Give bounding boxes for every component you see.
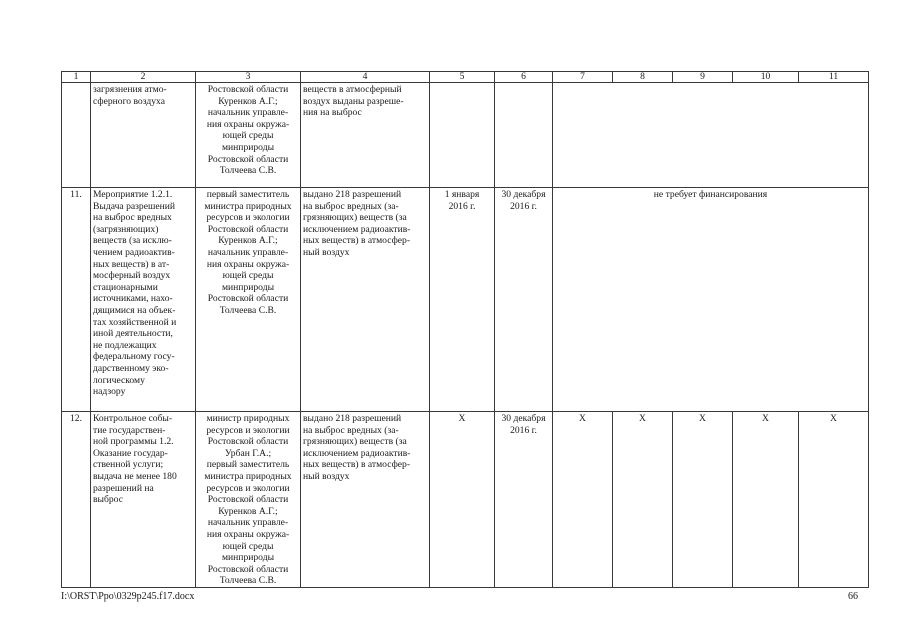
funding-cell: [553, 83, 869, 188]
column-number-row: [62, 72, 869, 83]
column-number: 5: [430, 72, 495, 83]
funding-cell: Х: [553, 412, 613, 588]
responsible-cell: Ростовской области Куренков А.Г.; начальник управле- ния охраны окружа- ющей среды минприроды Ростовской области Толчеева С.В.: [196, 83, 301, 188]
table-row-continued: [62, 83, 869, 188]
funding-cell: Х: [799, 412, 869, 588]
measure-name-cell: загрязнения атмо- сферного воздуха: [91, 83, 196, 188]
measure-name-cell: Мероприятие 1.2.1. Выдача разрешений на выброс вредных (загрязняющих) веществ (за исклю- чением радиоактив- ных веществ) в ат- мосферный воздух стационарными источниками, нахо- дящимися на объек- тах хозяйственной и иной деятельности, не подлежащих федеральному госу- дарственному эко- логическому надзору: [91, 188, 196, 412]
column-number: 3: [196, 72, 301, 83]
footer-file-path: I:\ORST\Ppo\0329p245.f17.docx: [61, 591, 195, 602]
start-date-cell: 1 января 2016 г.: [430, 188, 495, 412]
start-date-cell: [430, 83, 495, 188]
end-date-cell: 30 декабря 2016 г.: [495, 412, 553, 588]
column-number: 9: [673, 72, 733, 83]
measures-table: [61, 71, 869, 588]
column-number: 7: [553, 72, 613, 83]
result-cell: выдано 218 разрешений на выброс вредных (за- грязняющих) веществ (за исключением радиоактив- ных веществ) в атмосфер- ный воздух: [301, 188, 430, 412]
row-number-cell: [62, 83, 91, 188]
end-date-cell: [495, 83, 553, 188]
column-number: 11: [799, 72, 869, 83]
row-number-cell: 12.: [62, 412, 91, 588]
column-number: 10: [733, 72, 799, 83]
table-row-12: [62, 412, 869, 588]
column-number: 6: [495, 72, 553, 83]
column-number: 1: [62, 72, 91, 83]
responsible-cell: министр природных ресурсов и экологии Ростовской области Урбан Г.А.; первый заместитель министра природных ресурсов и экологии Ростовской области Куренков А.Г.; начальник управле- ния охраны окружа- ющей среды минприроды Ростовской области Толчеева С.В.: [196, 412, 301, 588]
funding-cell: Х: [733, 412, 799, 588]
column-number: 8: [613, 72, 673, 83]
funding-cell: Х: [673, 412, 733, 588]
column-number: 2: [91, 72, 196, 83]
result-cell: веществ в атмосферный воздух выданы разреше- ния на выброс: [301, 83, 430, 188]
column-number: 4: [301, 72, 430, 83]
result-cell: выдано 218 разрешений на выброс вредных (за- грязняющих) веществ (за исключением радиоактив- ных веществ) в атмосфер- ный воздух: [301, 412, 430, 588]
row-number-cell: 11.: [62, 188, 91, 412]
funding-note-cell: не требует финансирования: [553, 188, 869, 412]
table-row-11: [62, 188, 869, 412]
funding-cell: Х: [613, 412, 673, 588]
start-date-cell: Х: [430, 412, 495, 588]
responsible-cell: первый заместитель министра природных ресурсов и экологии Ростовской области Куренков А.Г.; начальник управле- ния охраны окружа- ющей среды минприроды Ростовской области Толчеева С.В.: [196, 188, 301, 412]
measure-name-cell: Контрольное собы- тие государствен- ной программы 1.2. Оказание государ- ственной услуги; выдача не менее 180 разрешений на выброс: [91, 412, 196, 588]
end-date-cell: 30 декабря 2016 г.: [495, 188, 553, 412]
page-number: 66: [848, 591, 858, 602]
